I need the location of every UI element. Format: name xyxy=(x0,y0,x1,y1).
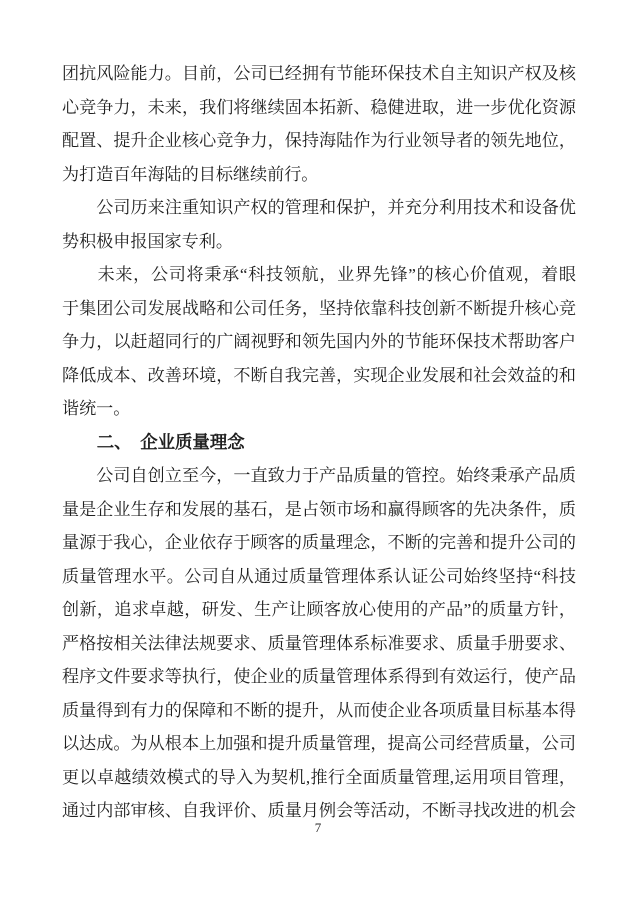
text-line: 量是企业生存和发展的基石，是占领市场和赢得顾客的先决条件，质 xyxy=(62,499,576,519)
text-line: 为打造百年海陆的目标继续前行。 xyxy=(62,164,319,184)
text-line: 二、 企业质量理念 xyxy=(62,431,245,452)
text-line: 公司自创立至今，一直致力于产品质量的管控。始终秉承产品质 xyxy=(62,466,576,485)
text-line: 程序文件要求等执行，使企业的质量管理体系得到有效运行，使产品 xyxy=(62,667,576,686)
text-line: 严格按相关法律法规要求、质量管理体系标准要求、质量手册要求、 xyxy=(62,633,576,653)
text-line: 创新，追求卓越，研发、生产让顾客放心使用的产品”的质量方针， xyxy=(62,600,576,619)
text-line: 于集团公司发展战略和公司任务，坚持依靠科技创新不断提升核心竞 xyxy=(62,298,576,318)
text-line: 势积极申报国家专利。 xyxy=(62,231,233,251)
page-number: 7 xyxy=(314,820,322,835)
para-core-values xyxy=(62,258,576,426)
para-quality-management xyxy=(62,459,576,828)
text-line: 配置、提升企业核心竞争力，保持海陆作为行业领导者的领先地位， xyxy=(62,131,576,150)
heading-quality-philosophy xyxy=(62,426,576,460)
para-patent-application xyxy=(62,191,576,258)
text-line: 质量得到有力的保障和不断的提升，从而使企业各项质量目标基本得 xyxy=(62,700,576,720)
text-line: 未来，公司将秉承“科技领航，业界先锋”的核心价值观，着眼 xyxy=(62,265,576,284)
text-line: 以达成。为从根本上加强和提升质量管理，提高公司经营质量，公司 xyxy=(62,734,576,753)
para-risk-capability xyxy=(62,57,576,191)
text-line: 心竞争力，未来，我们将继续固本拓新、稳健进取，进一步优化资源 xyxy=(62,97,576,117)
text-line: 质量管理水平。公司自从通过质量管理体系认证公司始终坚持“科技 xyxy=(62,566,576,586)
text-line: 谐统一。 xyxy=(62,399,131,418)
text-line: 争力，以赶超同行的广阔视野和领先国内外的节能环保技术帮助客户 xyxy=(62,332,576,351)
text-line: 更以卓越绩效模式的导入为契机,推行全面质量管理,运用项目管理， xyxy=(62,767,576,787)
text-line: 团抗风险能力。目前，公司已经拥有节能环保技术自主知识产权及核 xyxy=(62,64,576,83)
text-line: 公司历来注重知识产权的管理和保护，并充分利用技术和设备优 xyxy=(62,198,576,217)
document-body xyxy=(62,57,576,828)
text-line: 通过内部审核、自我评价、质量月例会等活动，不断寻找改进的机会 xyxy=(62,801,576,820)
text-line: 降低成本、改善环境，不断自我完善，实现企业发展和社会效益的和 xyxy=(62,365,576,385)
text-line: 量源于我心，企业依存于顾客的质量理念，不断的完善和提升公司的 xyxy=(62,533,576,552)
